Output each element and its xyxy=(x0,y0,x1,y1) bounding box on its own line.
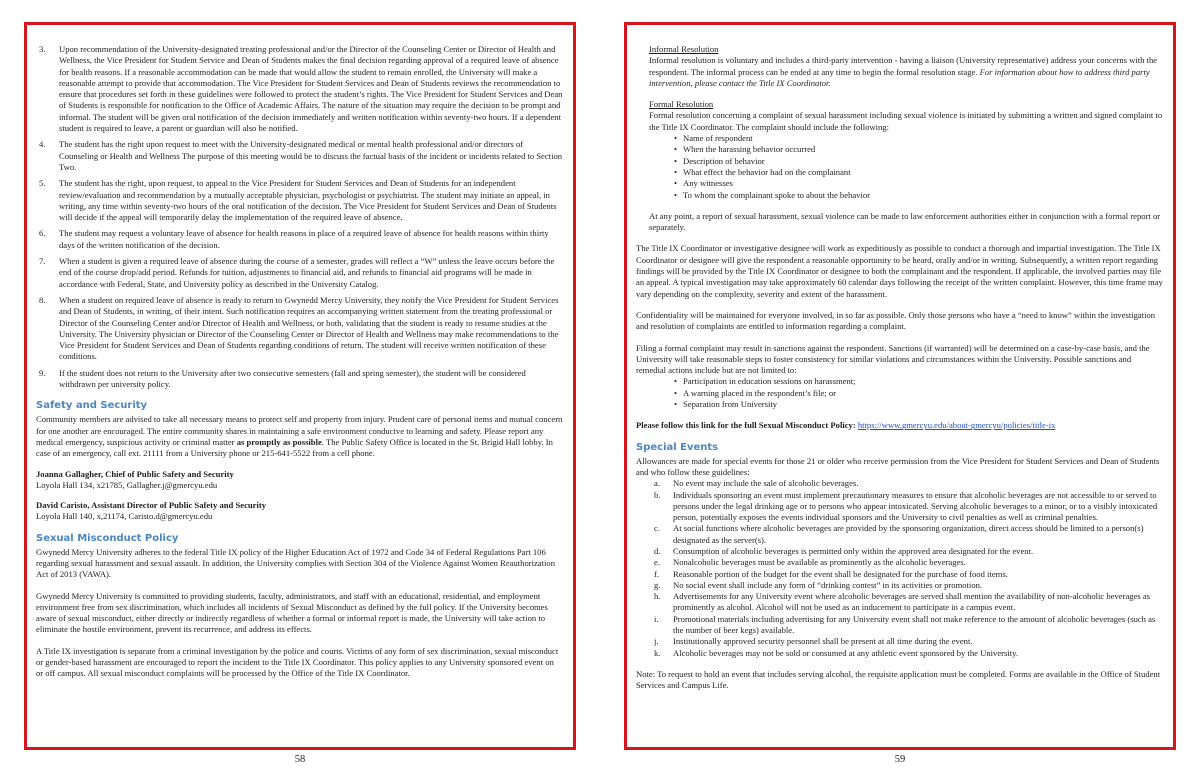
event-guideline xyxy=(650,523,1163,546)
list-item-text: When a student on required leave of absence is ready to return to Gwynedd Mercy University, they notify the Vice President for Student Services and Dean of Students, in writing, of their intent. Such notification requires an accompanying written statement from the treating professional or Director of the Counseling Center and/or Director of Health and Wellness, or both, validating that the student is ready to resume studies at the University. The University physician or Director of the Counseling Center or Director of Health and Wellness may make recommendations to the Vice President for Student Services and Dean of Students regarding conditions of return. The student will receive written notification of these conditions. xyxy=(59,294,559,362)
event-guideline-text: No event may include the sale of alcoholic beverages. xyxy=(673,478,859,489)
law-enforcement-paragraph: At any point, a report of sexual harassment, sexual violence can be made to law enforcement authorities either in conjunction with a formal report or separately. xyxy=(649,210,1161,233)
list-item xyxy=(36,256,563,290)
list-item-number: 5. xyxy=(39,178,46,189)
page-number-left: 58 xyxy=(294,754,306,765)
informal-heading: Informal Resolution xyxy=(649,44,719,54)
complaint-bullet-text: What effect the behavior had on the complainant xyxy=(683,166,851,177)
complaint-bullet-text: Description of behavior xyxy=(683,155,765,166)
filing-paragraph: Filing a formal complaint may result in sanctions against the respondent. Sanctions (if warranted) will be determined on a case-by-case basis, and the University will take reasonable steps to foster consistency for similar violations and circumstances within the University. Possible sanctions and remedial actions include but are not limited to: xyxy=(636,342,1150,376)
event-guideline-text: Advertisements for any University event where alcoholic beverages are served shall mention the availability of non-alcoholic beverages as prominently as alcohol. Alcohol will not be used as an inducement to participate in a campus event. xyxy=(673,591,1151,613)
bullet-icon: • xyxy=(674,144,678,155)
list-item xyxy=(36,368,563,391)
sanction-bullet xyxy=(674,388,1163,399)
event-guideline-text: Consumption of alcoholic beverages is permitted only within the approved area designated for the event. xyxy=(673,545,1034,556)
event-guideline xyxy=(650,580,1163,591)
event-guideline-text: Alcoholic beverages may not be sold or consumed at any athletic event sponsored by the University. xyxy=(673,647,1019,658)
event-guideline xyxy=(650,636,1163,647)
event-guideline xyxy=(650,478,1163,489)
list-item xyxy=(36,139,563,173)
formal-paragraph: Formal resolution concerning a complaint of sexual harassment including sexual violence is initiated by submitting a written and signed complaint to the Title IX Coordinator. The complaint should include the following: xyxy=(649,110,1163,132)
confidentiality-paragraph: Confidentiality will be maintained for everyone involved, in so far as possible. Only those persons who have a “need to know” within the investigation and resolution of complaints are entitled to information regarding a complaint. xyxy=(636,309,1156,332)
numbered-list xyxy=(36,44,563,390)
event-guideline-letter: a. xyxy=(654,478,660,489)
contact-chief-name: Joanna Gallagher, Chief of Public Safety and Security xyxy=(36,468,234,479)
complaint-bullet-text: Any witnesses xyxy=(683,178,733,189)
sanction-bullet xyxy=(674,376,1163,387)
complaint-bullet-text: To whom the complainant spoke to about the behavior xyxy=(683,189,870,200)
event-guideline xyxy=(650,546,1163,557)
list-item xyxy=(36,228,563,251)
list-item-text: Upon recommendation of the University-designated treating professional and/or the Director of the Counseling Center or Director of Health and Wellness, the Vice President for Student Service and Dean of Students makes the final decision regarding approval of a required leave of absence for health reasons. If a reasonable accommodation can be made that would allow the student to remain enrolled, the University will make a reasonable attempt to provide that accommodation. The Vice President for Student Services and Dean of Students reviews the recommendation to ensure that procedures set forth in these guidelines were followed to protect the student’s rights. The Vice President for Student Services and Dean of Students is responsible for notification to the Office of Academic Affairs. The nature of the situation may require the decision to be prompt and informal. The student will be given oral notification of the decision immediately and written notification within seventy-two hours. If a dependent student is required to leave, a parent or guardian will also be notified. xyxy=(59,44,563,134)
coordinator-paragraph: The Title IX Coordinator or investigative designee will work as expeditiously as possible to conduct a thorough and impartial investigation. The Title IX Coordinator or designee will give the respondent a reasonable opportunity to be heard, orally and/or in writing. Subsequently, a written report regarding findings will be provided by the Title IX Coordinator or designee to both the complainant and the respondent. If applicable, the involved parties may file an appeal. A typical investigation may take approximately 60 calendar days following the receipt of the written complaint. However, this time frame may vary depending on the complexity, severity and extent of the harassment. xyxy=(636,243,1163,299)
bullet-icon: • xyxy=(674,155,678,166)
list-item-text: When a student is given a required leave of absence during the course of a semester, grades will reflect a “W” unless the leave occurs before the end of the course drop/add period. Refunds for tuition, adjustments to financial aid, and refunds to financial aid programs will be made in accordance with Federal, State, and University policy as described in the University Catalog. xyxy=(59,256,555,289)
page-number-right: 59 xyxy=(894,754,906,765)
event-guideline xyxy=(650,591,1163,614)
event-guideline-letter: b. xyxy=(654,489,661,500)
event-guideline-text: Institutionally approved security personnel shall be present at all time during the event. xyxy=(673,636,973,647)
list-item xyxy=(36,44,563,134)
complaint-bullet xyxy=(674,178,1163,189)
bullet-icon: • xyxy=(674,166,678,177)
events-intro: Allowances are made for special events for those 21 or older who receive permission from the Vice President for Student Services and Dean of Students and who follow these guidelines: xyxy=(636,455,1160,477)
bullet-icon: • xyxy=(674,133,678,144)
event-guideline xyxy=(650,557,1163,568)
sanction-bullet xyxy=(674,399,1163,410)
event-guideline xyxy=(650,648,1163,659)
right-page xyxy=(624,22,1176,750)
bullet-icon: • xyxy=(674,399,678,410)
sanctions-bullet-list xyxy=(636,376,1163,410)
contact-assistant-details: Loyola Hall 140, x,21174, Caristo.d@gmercyu.edu xyxy=(36,511,213,522)
list-item-number: 7. xyxy=(39,256,46,267)
event-guideline-letter: e. xyxy=(654,557,660,568)
event-guideline-letter: f. xyxy=(654,568,660,579)
sanction-bullet-text: A warning placed in the respondent’s file; or xyxy=(683,387,836,398)
event-guideline xyxy=(650,569,1163,580)
complaint-bullet xyxy=(674,133,1163,144)
list-item-text: The student may request a voluntary leave of absence for health reasons in place of a required leave of absence for health reasons within thirty days of the written notification of the decision. xyxy=(59,228,549,250)
event-guideline-text: At social functions where alcoholic beverages are provided by the sponsoring organization, direct access should be limited to a person(s) designated as the server(s). xyxy=(673,523,1144,545)
event-guideline-text: Promotional materials including advertising for any University event shall not make reference to the amount of alcoholic beverages (such as the number of beer kegs) available. xyxy=(673,613,1156,636)
events-heading: Special Events xyxy=(636,441,719,453)
contact-assistant-name: David Caristo, Assistant Director of Public Safety and Security xyxy=(36,500,267,511)
event-guideline-letter: h. xyxy=(654,591,661,602)
complaint-bullet xyxy=(674,156,1163,167)
misconduct-paragraph-2: Gwynedd Mercy University is committed to providing students, faculty, administrators, and staff with an educational, residential, and employment environment free from sex discrimination, which includes all incidents of Sexual Misconduct as defined by the full policy. If the University becomes aware of sexual misconduct, either directly or indirectly regardless of whether a formal or informal report is made, the University will take action to eliminate the hostile environment, prevent its recurrence, and address its effects. xyxy=(36,590,548,635)
sanction-bullet-text: Participation in education sessions on harassment; xyxy=(683,376,856,387)
complaint-bullet xyxy=(674,190,1163,201)
complaint-bullet-list xyxy=(636,133,1163,201)
list-item-text: The student has the right, upon request, to appeal to the Vice President for Student Services and Dean of Students for an independent review/evaluation and recommendation by a mutually acceptable physician, psychologist or psychiatrist. The student may initiate an appeal, in writing, any time within seventy-two hours of the oral notification of the decision. The Vice President for Student Services and Dean of Students will decide if the appeal will temporarily delay the implementation of the required leave of absence. xyxy=(59,178,557,223)
informal-paragraph: Informal resolution is voluntary and includes a third-party intervention - having a liaison (University representative) address your concerns with the respondent. The informal process can be ended at any time to begin the formal resolution stage. For information about how to address third party intervention, please contact the Title IX Coordinator. xyxy=(649,55,1158,88)
event-guideline-text: Nonalcoholic beverages must be available as prominently as the alcoholic beverages. xyxy=(673,557,966,568)
complaint-bullet xyxy=(674,144,1163,155)
policy-link[interactable]: https://www.gmercyu.edu/about-gmercyu/policies/title-ix xyxy=(857,420,1056,431)
event-guideline xyxy=(650,490,1163,524)
complaint-bullet-text: When the harassing behavior occurred xyxy=(683,144,816,155)
event-guideline-letter: g. xyxy=(654,579,661,590)
event-guideline-letter: i. xyxy=(654,613,659,624)
left-page xyxy=(24,22,576,750)
complaint-bullet-text: Name of respondent xyxy=(683,133,753,144)
misconduct-paragraph-3: A Title IX investigation is separate from a criminal investigation by the police and courts. Victims of any form of sex discrimination, sexual misconduct or gender-based harassment are encouraged to report the incident to the Title IX Coordinator. This policy applies to any University sponsored event on or off campus. All sexual misconduct complaints will be processed by the Office of the Title IX Coordinator. xyxy=(36,645,559,679)
formal-heading: Formal Resolution xyxy=(649,99,714,110)
list-item-text: If the student does not return to the University after two consecutive semesters (fall and spring semester), the student will be considered withdrawn per university policy. xyxy=(59,367,526,390)
list-item-number: 4. xyxy=(39,139,46,150)
bullet-icon: • xyxy=(674,189,678,200)
bullet-icon: • xyxy=(674,376,678,387)
list-item xyxy=(36,295,563,363)
safety-paragraph: Community members are advised to take all necessary means to protect self and property from injury. Prudent care of personal items and mutual concern for one another are encouraged. The entire community shares in maintaining a safe environment conducive to learning and safety. Please report any medical emergency, suspicious activity or criminal matter as promptly as possible. The Public Safety Office is located in the St. Brigid Hall lobby. In case of an emergency, call ext. 21111 from a University phone or 215-641-5522 from a cell phone. xyxy=(36,414,563,459)
misconduct-heading: Sexual Misconduct Policy xyxy=(36,532,179,544)
list-item-text: The student has the right upon request to meet with the University-designated medical or mental health professional and/or directors of Counseling or Health and Wellness The purpose of this meeting would be to discuss the factual basis of the incident or incidents related to Section Two. xyxy=(59,139,563,172)
complaint-bullet xyxy=(674,167,1163,178)
bullet-icon: • xyxy=(674,387,678,398)
list-item-number: 8. xyxy=(39,294,46,305)
event-guideline-text: Individuals sponsoring an event must implement precautionary measures to ensure that alcoholic beverages are not accessible to or served to persons under the legal drinking age or to persons who appear intoxicated. Serving alcoholic beverages to a minor, or to a visibly intoxicated person, potentially exposes the events individual sponsors and the University to civil penalties as well as criminal penalties. xyxy=(673,489,1158,523)
event-guideline-text: No social event shall include any form of “drinking contest” in its activities or promotion. xyxy=(673,579,983,590)
list-item-number: 6. xyxy=(39,228,46,239)
events-guidelines-list xyxy=(636,478,1163,659)
contact-chief-details: Loyola Hall 134, x21785, Gallagher.j@gmercyu.edu xyxy=(36,479,218,490)
event-guideline-letter: c. xyxy=(654,523,660,534)
event-guideline-letter: j. xyxy=(654,636,659,647)
list-item-number: 3. xyxy=(39,44,46,54)
safety-heading: Safety and Security xyxy=(36,400,148,412)
policy-link-line: Please follow this link for the full Sexual Misconduct Policy: https://www.gmercyu.edu/about-gmercyu/policies/title-ix xyxy=(636,420,1056,431)
misconduct-paragraph-1: Gwynedd Mercy University adheres to the federal Title IX policy of the Higher Education Act of 1972 and Code 34 of Federal Regulations Part 106 regarding sexual harassment and sexual assault. In addition, the University complies with Section 304 of the Violence Against Women Reauthorization Act of 2013 (VAWA). xyxy=(36,546,555,580)
bullet-icon: • xyxy=(674,178,678,189)
event-guideline xyxy=(650,614,1163,637)
list-item-number: 9. xyxy=(39,367,46,378)
event-guideline-letter: k. xyxy=(654,647,661,658)
sanction-bullet-text: Separation from University xyxy=(683,399,778,410)
list-item xyxy=(36,178,563,223)
event-guideline-letter: d. xyxy=(654,545,661,556)
events-note: Note: To request to hold an event that includes serving alcohol, the requisite application must be completed. Forms are available in the Office of Student Services and Campus Life. xyxy=(636,668,1161,691)
event-guideline-text: Reasonable portion of the budget for the event shall be designated for the purchase of food items. xyxy=(673,568,1008,579)
